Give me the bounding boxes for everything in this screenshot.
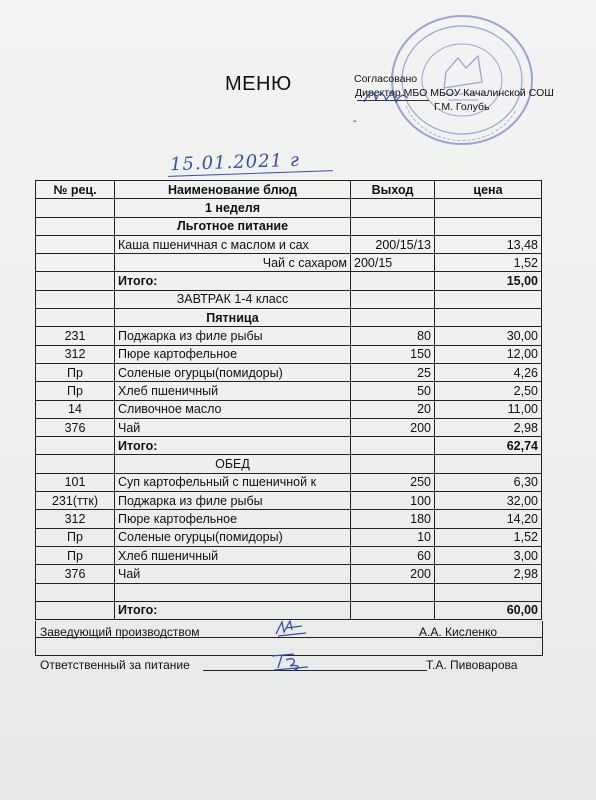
manager-label: Заведующий производством bbox=[40, 625, 200, 639]
table-row bbox=[36, 363, 542, 381]
table-header-row bbox=[36, 181, 542, 199]
cell-portion: 20 bbox=[351, 400, 435, 418]
cell-price: 62,74 bbox=[435, 437, 542, 455]
cell-recipe-no: 101 bbox=[36, 473, 115, 491]
cell-recipe-no: 376 bbox=[36, 418, 115, 436]
cell-dish-name: Хлеб пшеничный bbox=[115, 382, 351, 400]
cell-portion bbox=[351, 583, 435, 601]
cell-portion: 60 bbox=[351, 546, 435, 564]
cell-price: 15,00 bbox=[435, 272, 542, 290]
cell-portion bbox=[351, 199, 435, 217]
cell-portion: 180 bbox=[351, 510, 435, 528]
table-row bbox=[36, 418, 542, 436]
cell-price: 2,98 bbox=[435, 565, 542, 583]
cell-price: 6,30 bbox=[435, 473, 542, 491]
cell-portion bbox=[351, 437, 435, 455]
cell-price: 2,98 bbox=[435, 418, 542, 436]
table-row bbox=[36, 327, 542, 345]
director-signature bbox=[362, 88, 410, 106]
cell-portion: 150 bbox=[351, 345, 435, 363]
cell-dish-name: Пятница bbox=[115, 309, 351, 327]
cell-recipe-no bbox=[36, 309, 115, 327]
cell-recipe-no: 312 bbox=[36, 345, 115, 363]
cell-price bbox=[435, 455, 542, 473]
cell-price: 2,50 bbox=[435, 382, 542, 400]
cell-recipe-no: 14 bbox=[36, 400, 115, 418]
cell-price bbox=[435, 199, 542, 217]
responsible-signature bbox=[268, 650, 314, 672]
cell-portion bbox=[351, 455, 435, 473]
table-row bbox=[36, 601, 542, 619]
cell-recipe-no bbox=[36, 199, 115, 217]
cell-price bbox=[435, 290, 542, 308]
cell-price: 13,48 bbox=[435, 235, 542, 253]
table-row bbox=[36, 345, 542, 363]
cell-price bbox=[435, 309, 542, 327]
cell-portion: 200/15/13 bbox=[351, 235, 435, 253]
cell-recipe-no: 231 bbox=[36, 327, 115, 345]
responsible-signature-line bbox=[203, 670, 427, 671]
col-header-dish-name: Наименование блюд bbox=[115, 181, 351, 199]
cell-recipe-no bbox=[36, 601, 115, 619]
table-row bbox=[36, 400, 542, 418]
cell-portion bbox=[351, 272, 435, 290]
cell-dish-name: Каша пшеничная с маслом и сах bbox=[115, 235, 351, 253]
cell-dish-name: Суп картофельный с пшеничной к bbox=[115, 473, 351, 491]
table-row bbox=[36, 217, 542, 235]
menu-table-body bbox=[36, 199, 542, 620]
cell-recipe-no bbox=[36, 217, 115, 235]
page-title: МЕНЮ bbox=[225, 73, 292, 95]
cell-recipe-no bbox=[36, 290, 115, 308]
cell-dish-name: Чай с сахаром bbox=[115, 254, 351, 272]
cell-price bbox=[435, 583, 542, 601]
cell-recipe-no: Пр bbox=[36, 382, 115, 400]
cell-recipe-no: 376 bbox=[36, 565, 115, 583]
cell-price: 60,00 bbox=[435, 601, 542, 619]
cell-dish-name: 1 неделя bbox=[115, 199, 351, 217]
handwritten-date: 15.01.2021 г bbox=[169, 149, 301, 176]
cell-dish-name bbox=[115, 583, 351, 601]
cell-recipe-no bbox=[36, 254, 115, 272]
cell-portion: 200 bbox=[351, 565, 435, 583]
cell-dish-name: ОБЕД bbox=[115, 455, 351, 473]
cell-recipe-no bbox=[36, 455, 115, 473]
cell-dish-name: ЗАВТРАК 1-4 класс bbox=[115, 290, 351, 308]
manager-name: А.А. Кисленко bbox=[419, 625, 498, 639]
cell-price: 14,20 bbox=[435, 510, 542, 528]
cell-portion: 25 bbox=[351, 363, 435, 381]
approval-signatory: Г.М. Голубь bbox=[434, 101, 490, 113]
menu-table bbox=[35, 180, 542, 620]
cell-dish-name: Соленые огурцы(помидоры) bbox=[115, 528, 351, 546]
table-row bbox=[36, 455, 542, 473]
table-row bbox=[36, 199, 542, 217]
approval-caption: Согласовано bbox=[354, 73, 418, 85]
cell-price: 12,00 bbox=[435, 345, 542, 363]
cell-price bbox=[435, 217, 542, 235]
table-row bbox=[36, 528, 542, 546]
table-row bbox=[36, 382, 542, 400]
cell-price: 1,52 bbox=[435, 528, 542, 546]
table-row bbox=[36, 254, 542, 272]
cell-recipe-no bbox=[36, 235, 115, 253]
cell-price: 4,26 bbox=[435, 363, 542, 381]
cell-portion bbox=[351, 290, 435, 308]
cell-dish-name: Итого: bbox=[115, 437, 351, 455]
cell-portion: 50 bbox=[351, 382, 435, 400]
cell-portion: 200/15 bbox=[351, 254, 435, 272]
cell-recipe-no: Пр bbox=[36, 363, 115, 381]
cell-price: 30,00 bbox=[435, 327, 542, 345]
table-row bbox=[36, 565, 542, 583]
cell-dish-name: Пюре картофельное bbox=[115, 345, 351, 363]
col-header-portion: Выход bbox=[351, 181, 435, 199]
cell-price: 1,52 bbox=[435, 254, 542, 272]
cell-dish-name: Итого: bbox=[115, 601, 351, 619]
manager-signature-line bbox=[217, 637, 413, 638]
cell-portion: 10 bbox=[351, 528, 435, 546]
cell-price: 32,00 bbox=[435, 492, 542, 510]
cell-dish-name: Хлеб пшеничный bbox=[115, 546, 351, 564]
cell-dish-name: Поджарка из филе рыбы bbox=[115, 327, 351, 345]
cell-portion: 100 bbox=[351, 492, 435, 510]
table-row bbox=[36, 510, 542, 528]
table-row bbox=[36, 290, 542, 308]
responsible-label: Ответственный за питание bbox=[40, 658, 190, 672]
table-row bbox=[36, 309, 542, 327]
col-header-price: цена bbox=[435, 181, 542, 199]
cell-recipe-no bbox=[36, 437, 115, 455]
cell-portion: 80 bbox=[351, 327, 435, 345]
table-row bbox=[36, 437, 542, 455]
table-row bbox=[36, 473, 542, 491]
approval-dash: - bbox=[353, 115, 357, 127]
cell-recipe-no: 231(ттк) bbox=[36, 492, 115, 510]
cell-recipe-no bbox=[36, 272, 115, 290]
approval-position: Директор МБО МБОУ Качалинской СОШ bbox=[355, 87, 554, 99]
cell-recipe-no: Пр bbox=[36, 528, 115, 546]
table-row bbox=[36, 492, 542, 510]
cell-portion bbox=[351, 309, 435, 327]
col-header-recipe-no: № рец. bbox=[36, 181, 115, 199]
table-row bbox=[36, 272, 542, 290]
manager-signature bbox=[272, 618, 312, 638]
cell-portion bbox=[351, 217, 435, 235]
cell-price: 11,00 bbox=[435, 400, 542, 418]
table-row bbox=[36, 583, 542, 601]
cell-portion: 200 bbox=[351, 418, 435, 436]
cell-dish-name: Поджарка из филе рыбы bbox=[115, 492, 351, 510]
cell-price: 3,00 bbox=[435, 546, 542, 564]
cell-portion bbox=[351, 601, 435, 619]
cell-dish-name: Льготное питание bbox=[115, 217, 351, 235]
cell-dish-name: Итого: bbox=[115, 272, 351, 290]
responsible-name: Т.А. Пивоварова bbox=[426, 658, 518, 672]
table-row bbox=[36, 546, 542, 564]
table-row bbox=[36, 235, 542, 253]
cell-recipe-no bbox=[36, 583, 115, 601]
cell-dish-name: Чай bbox=[115, 565, 351, 583]
cell-dish-name: Чай bbox=[115, 418, 351, 436]
cell-recipe-no: Пр bbox=[36, 546, 115, 564]
cell-dish-name: Соленые огурцы(помидоры) bbox=[115, 363, 351, 381]
cell-recipe-no: 312 bbox=[36, 510, 115, 528]
cell-dish-name: Сливочное масло bbox=[115, 400, 351, 418]
cell-portion: 250 bbox=[351, 473, 435, 491]
cell-dish-name: Пюре картофельное bbox=[115, 510, 351, 528]
